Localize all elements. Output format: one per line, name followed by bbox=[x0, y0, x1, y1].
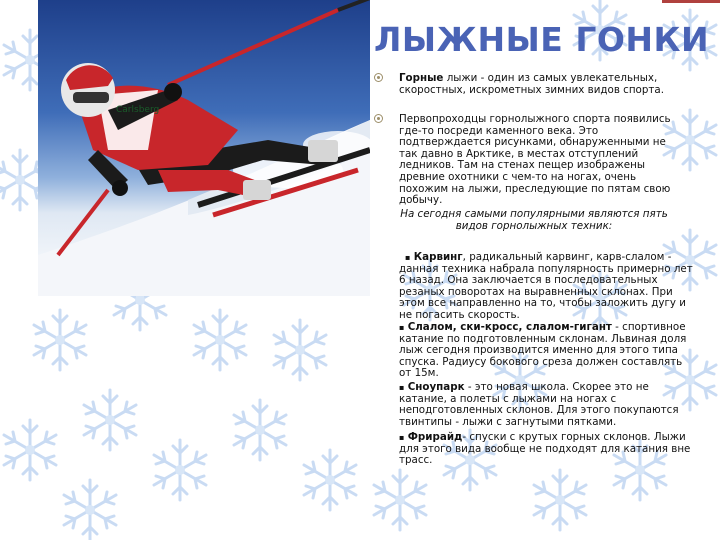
corner-accent bbox=[662, 0, 720, 3]
bullet-body: Первопроходцы горнолыжного спорта появились где-то посреди каменного века. Это подтверждается рисунками, обнаруженными не так давно в Арктике, в местах отступлений ледников. Там на стенах пещер изображены древние охотники с чем-то на ногах, очень похожим на лыжи, преследующие по пятам свою добычу. bbox=[399, 113, 671, 207]
techniques-heading: На сегодня самыми популярными являются пять видов горнолыжных техник: bbox=[400, 208, 668, 232]
bullet-text bbox=[399, 114, 675, 207]
technique-item bbox=[399, 432, 695, 467]
technique-lead: Слалом, ски-кросс, слалом-гигант bbox=[407, 321, 612, 333]
bullet-lead: Горные bbox=[399, 72, 444, 84]
technique-text: - спуски с крутых горных склонов. Лыжи для этого вида вообще не подходят для катания вне трасс. bbox=[399, 431, 691, 467]
snowflake-icon bbox=[374, 470, 426, 530]
square-bullet-icon: ▪ bbox=[405, 253, 411, 262]
technique-text: - спортивное катание по подготовленным склонам. Львиная доля лыж сегодня производится именно для этого типа спуска. Радиусу бокового среза должен составлять от 15м. bbox=[399, 321, 687, 380]
square-bullet-icon: ▪ bbox=[399, 433, 405, 442]
snowflake-icon bbox=[304, 450, 356, 510]
snowflake-icon bbox=[234, 400, 286, 460]
technique-item bbox=[399, 252, 695, 322]
technique-item bbox=[399, 322, 695, 380]
technique-lead: Карвинг bbox=[413, 251, 463, 263]
bullet-icon bbox=[374, 73, 383, 82]
bullet-item bbox=[375, 73, 675, 96]
skier-photo bbox=[38, 0, 370, 296]
technique-text: - это новая школа. Скорее это не катание, а полеты с лыжами на ногах с неподготовленных склонов. Для этого покупаются твинтипы - лыжи с загнутыми пятками. bbox=[399, 381, 679, 428]
snowflake-icon bbox=[154, 440, 206, 500]
technique-lead: Сноупарк bbox=[407, 381, 465, 393]
square-bullet-icon: ▪ bbox=[399, 383, 405, 392]
technique-text: , радикальный карвинг, карв-слалом - данная техника набрала популярность примерно лет 6 назад. Она заключается в последовательных резаных поворотах на выравненных склонах. При этом все направленно на то, чтобы заложить дугу и не погасить скорость. bbox=[399, 251, 693, 321]
snowflake-icon bbox=[274, 320, 326, 380]
bullet-body: лыжи - один из самых увлекательных, скоростных, искрометных зимних видов спорта. bbox=[399, 72, 664, 96]
skier-illustration bbox=[38, 0, 370, 296]
snowflake-icon bbox=[4, 420, 56, 480]
bullet-item bbox=[375, 114, 675, 207]
snowflake-icon bbox=[34, 310, 86, 370]
bullet-text bbox=[399, 73, 675, 96]
snowflake-icon bbox=[194, 310, 246, 370]
bullet-icon bbox=[374, 114, 383, 123]
snowflake-icon bbox=[84, 390, 136, 450]
technique-item bbox=[399, 382, 695, 428]
snowflake-icon bbox=[64, 480, 116, 540]
square-bullet-icon: ▪ bbox=[399, 323, 405, 332]
bib-sponsor-text: Carlsberg bbox=[116, 105, 160, 115]
snowflake-icon bbox=[534, 470, 586, 530]
technique-lead: Фрирайд bbox=[407, 431, 463, 443]
page-title: ЛЫЖНЫЕ ГОНКИ bbox=[374, 20, 710, 59]
